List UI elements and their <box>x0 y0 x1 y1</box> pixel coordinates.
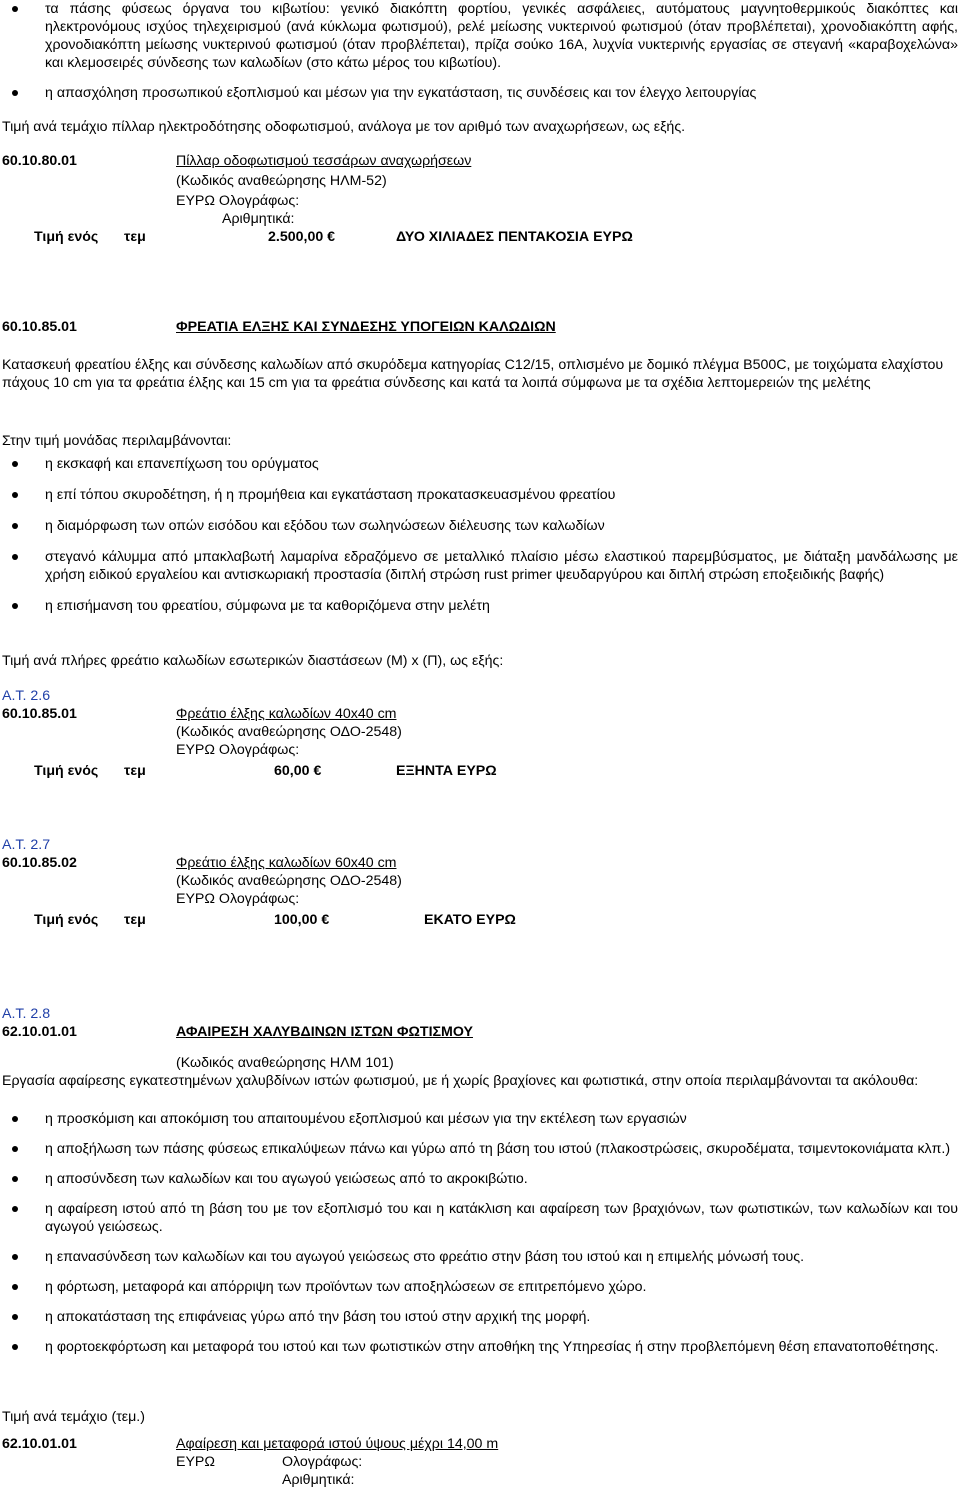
words-label: Ολογράφως: <box>282 1454 363 1470</box>
list-item: η επανασύνδεση των καλωδίων και του αγωγού γειώσεως στο φρεάτιο στην βάση του ιστού και η επιμελής μόνωσή τους. <box>0 1248 958 1266</box>
unit-label: Τιμή ενός <box>34 912 99 928</box>
pillar-price-intro: Τιμή ανά τεμάχιο πίλλαρ ηλεκτροδότησης οδοφωτισμού, ανάλογα με τον αριθμό των αναχωρήσεων, ως εξής. <box>2 119 686 135</box>
removal-bullet-list <box>0 1110 958 1356</box>
section-code: 60.10.85.01 <box>2 319 77 335</box>
list-item: η φόρτωση, μεταφορά και απόρριψη των προϊόντων των αποξηλώσεων σε επιτρεπόμενο χώρο. <box>0 1278 958 1296</box>
list-item: η εκσκαφή και επανεπίχωση του ορύγματος <box>0 455 958 473</box>
list-item: η επί τόπου σκυροδέτηση, ή η προμήθεια και εγκατάσταση προκατασκευασμένου φρεατίου <box>0 486 958 504</box>
at-number: Α.Τ. 2.6 <box>2 688 51 704</box>
revision-code: (Κωδικός αναθεώρησης ΟΔΟ-2548) <box>176 724 402 740</box>
words-label: ΕΥΡΩ Ολογράφως: <box>176 193 300 209</box>
list-item: η διαμόρφωση των οπών εισόδου και εξόδου των σωληνώσεων διέλευσης των καλωδίων <box>0 517 958 535</box>
price-row <box>0 762 960 780</box>
item-code: 60.10.80.01 <box>2 153 77 169</box>
item-title: Φρεάτιο έλξης καλωδίων 40x40 cm <box>176 706 397 722</box>
list-item: η προσκόμιση και αποκόμιση του απαιτουμένου εξοπλισμού και μέσων για την εκτέλεση των εργασιών <box>0 1110 958 1128</box>
item-header <box>0 152 960 170</box>
section-title: ΦΡΕΑΤΙΑ ΕΛΞΗΣ ΚΑΙ ΣΥΝΔΕΣΗΣ ΥΠΟΓΕΙΩΝ ΚΑΛΩΔΙΩΝ <box>176 319 556 335</box>
list-item: η απασχόληση προσωπικού εξοπλισμού και μέσων για την εγκατάσταση, τις συνδέσεις και τον έλεγχο λειτουργίας <box>0 84 958 102</box>
item-code: 62.10.01.01 <box>2 1436 77 1452</box>
unit-label: Τιμή ενός <box>34 763 99 779</box>
includes-bullet-list <box>0 455 958 615</box>
price-row <box>0 228 960 246</box>
includes-label: Στην τιμή μονάδας περιλαμβάνονται: <box>2 433 232 449</box>
list-item: η φορτοεκφόρτωση και μεταφορά του ιστού και των φωτιστικών στην αποθήκη της Υπηρεσίας ή στην προβλεπόμενη θέση επανατοποθέτησης. <box>0 1338 958 1356</box>
numeric-label: Αριθμητικά: <box>282 1472 355 1488</box>
unit-label: Τιμή ενός <box>34 229 99 245</box>
price-value: 2.500,00 € <box>268 229 336 245</box>
price-words: ΔΥΟ ΧΙΛΙΑΔΕΣ ΠΕΝΤΑΚΟΣΙΑ ΕΥΡΩ <box>396 229 633 245</box>
intro-bullet-list <box>0 0 958 102</box>
list-item: τα πάσης φύσεως όργανα του κιβωτίου: γενικό διακόπτη φορτίου, γενικές ασφάλειες, αυτόματους μαγνητοθερμικούς διακόπτες και ηλεκτρονόμους ισχύος τηλεχειρισμού (ανά κύκλωμα φωτισμού), ρελέ μείωσης νυκτερινού φωτισμού (όταν προβλέπεται), χρονοδιακόπτη αφής, χρονοδιακόπτη μείωσης νυκτερινού φωτισμού (όταν προβλέπεται), πρίζα σούκο 16Α, λυχνία νυκτερινής εργασίας σε στεγανή «καραβοχελώνα» και κλεμοσειρές σύνδεσης των καλωδίων (στο κάτω μέρος του κιβωτίου). <box>0 0 958 72</box>
section-description: Κατασκευή φρεατίου έλξης και σύνδεσης καλωδίων από σκυρόδεμα κατηγορίας C12/15, οπλισμένο με δομικό πλέγμα Β500C, με τοιχώματα ελαχίστου πάχους 10 cm για τα φρεάτια έλξης και 15 cm για τα φρεάτια σύνδεσης και κατά τα λοιπά σύμφωνα με τα σχέδια λεπτομερειών της μελέτης <box>2 357 944 391</box>
price-value: 60,00 € <box>274 763 322 779</box>
item-title: Φρεάτιο έλξης καλωδίων 60x40 cm <box>176 855 397 871</box>
unit: τεμ <box>124 763 146 779</box>
revision-code: (Κωδικός αναθεώρησης ΗΛΜ-52) <box>176 173 387 189</box>
item-title: Πίλλαρ οδοφωτισμού τεσσάρων αναχωρήσεων <box>176 153 472 169</box>
section-title: ΑΦΑΙΡΕΣΗ ΧΑΛΥΒΔΙΝΩΝ ΙΣΤΩΝ ΦΩΤΙΣΜΟΥ <box>176 1024 473 1040</box>
price-words: ΕΞΗΝΤΑ ΕΥΡΩ <box>396 763 497 779</box>
unit: τεμ <box>124 912 146 928</box>
price-row <box>0 911 960 929</box>
section-header <box>0 318 960 336</box>
item-code: 60.10.85.02 <box>2 855 77 871</box>
list-item: η αφαίρεση ιστού από τη βάση του με τον εξοπλισμό του και η κατάκλιση και αφαίρεση των βραχιόνων, των φωτιστικών, των καλωδίων και του αγωγού γειώσεως. <box>0 1200 958 1236</box>
list-item: στεγανό κάλυμμα από μπακλαβωτή λαμαρίνα εδραζόμενο σε μεταλλικό πλαίσιο μέσω ελαστικού παρεμβύσματος, με διάταξη μανδάλωσης με χρήση ειδικού εργαλείου και αντισκωριακή προστασία (διπλή στρώση rust primer ψευδαργύρου και διπλή στρώση εποξειδικής βαφής) <box>0 548 958 584</box>
words-label: ΕΥΡΩ Ολογράφως: <box>176 891 300 907</box>
unit: τεμ <box>124 229 146 245</box>
revision-code: (Κωδικός αναθεώρησης ΟΔΟ-2548) <box>176 873 402 889</box>
words-prefix: ΕΥΡΩ <box>176 1454 215 1470</box>
words-label: ΕΥΡΩ Ολογράφως: <box>176 742 300 758</box>
price-intro: Τιμή ανά τεμάχιο (τεμ.) <box>2 1409 145 1425</box>
section-header <box>0 1023 960 1041</box>
numeric-label: Αριθμητικά: <box>222 211 295 227</box>
list-item: η αποσύνδεση των καλωδίων και του αγωγού γειώσεως από το ακροκιβώτιο. <box>0 1170 958 1188</box>
section-description: Εργασία αφαίρεσης εγκατεστημένων χαλυβδίνων ιστών φωτισμού, με ή χωρίς βραχίονες και φωτιστικά, στην οποία περιλαμβάνονται τα ακόλουθα: <box>2 1073 919 1089</box>
price-intro: Τιμή ανά πλήρες φρεάτιο καλωδίων εσωτερικών διαστάσεων (Μ) x (Π), ως εξής: <box>2 653 504 669</box>
item-code: 60.10.85.01 <box>2 706 77 722</box>
list-item: η επισήμανση του φρεατίου, σύμφωνα με τα καθοριζόμενα στην μελέτη <box>0 597 958 615</box>
list-item: η αποκατάσταση της επιφάνειας γύρω από την βάση του ιστού στην αρχική της μορφή. <box>0 1308 958 1326</box>
at-number: Α.Τ. 2.8 <box>2 1006 51 1022</box>
list-item: η αποξήλωση των πάσης φύσεως επικαλύψεων πάνω και γύρω από τη βάση του ιστού (πλακοστρώσεις, σκυροδέματα, τσιμεντοκονιάματα κλπ.) <box>0 1140 958 1158</box>
section-code: 62.10.01.01 <box>2 1024 77 1040</box>
item-title: Αφαίρεση και μεταφορά ιστού ύψους μέχρι 14,00 m <box>176 1436 499 1452</box>
at-number: Α.Τ. 2.7 <box>2 837 51 853</box>
price-value: 100,00 € <box>274 912 330 928</box>
price-words: ΕΚΑΤΟ ΕΥΡΩ <box>424 912 516 928</box>
revision-code: (Κωδικός αναθεώρησης ΗΛΜ 101) <box>176 1055 394 1071</box>
